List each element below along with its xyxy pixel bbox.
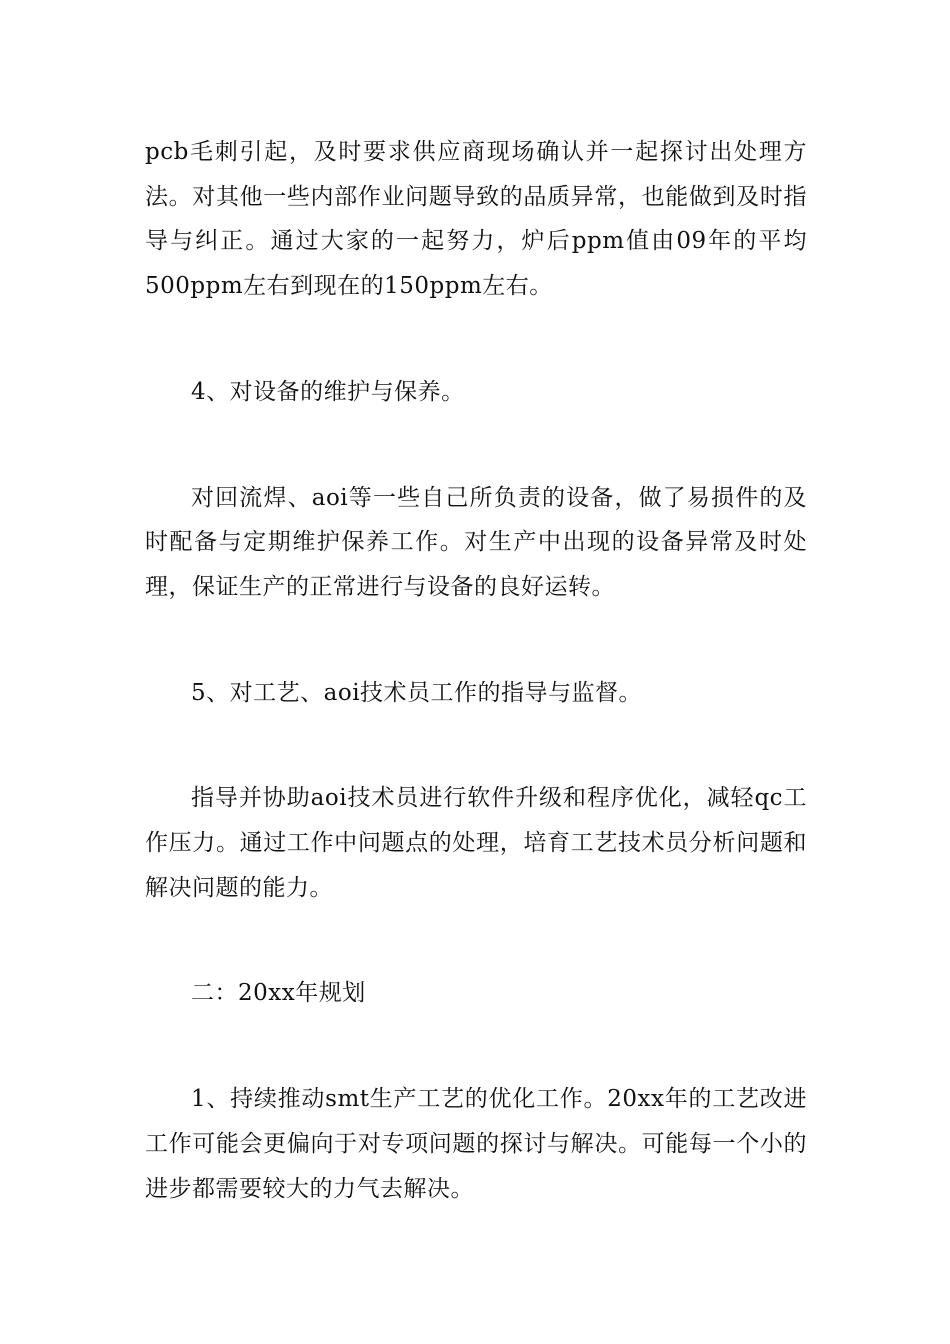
document-page	[145, 130, 807, 1211]
heading-annual-plan: 二：20xx年规划	[191, 980, 366, 1007]
paragraph-pcb-burr: pcb毛刺引起，及时要求供应商现场确认并一起探讨出处理方法。对其他一些内部作业问题导致的品质异常，也能做到及时指导与纠正。通过大家的一起努力，炉后ppm值由09年的平均500ppm左右到现在的150ppm左右。	[145, 139, 807, 300]
paragraph-smt-optimization: 1、持续推动smt生产工艺的优化工作。20xx年的工艺改进工作可能会更偏向于对专项问题的探讨与解决。可能每一个小的进步都需要较大的力气去解决。	[145, 1086, 807, 1202]
paragraph-gap	[145, 910, 807, 971]
paragraph-gap	[145, 309, 807, 370]
paragraph-gap	[145, 1016, 807, 1077]
heading-technician-guidance: 5、对工艺、aoi技术员工作的指导与监督。	[191, 679, 643, 706]
paragraph-gap	[145, 715, 807, 776]
heading-equipment-maintenance: 4、对设备的维护与保养。	[191, 378, 465, 405]
paragraph-equipment-maintenance: 对回流焊、aoi等一些自己所负责的设备，做了易损件的及时配备与定期维护保养工作。对生产中出现的设备异常及时处理，保证生产的正常进行与设备的良好运转。	[145, 484, 807, 600]
paragraph-gap	[145, 415, 807, 476]
paragraph-technician-guidance: 指导并协助aoi技术员进行软件升级和程序优化，减轻qc工作压力。通过工作中问题点的处理，培育工艺技术员分析问题和解决问题的能力。	[145, 785, 807, 901]
paragraph-gap	[145, 610, 807, 671]
